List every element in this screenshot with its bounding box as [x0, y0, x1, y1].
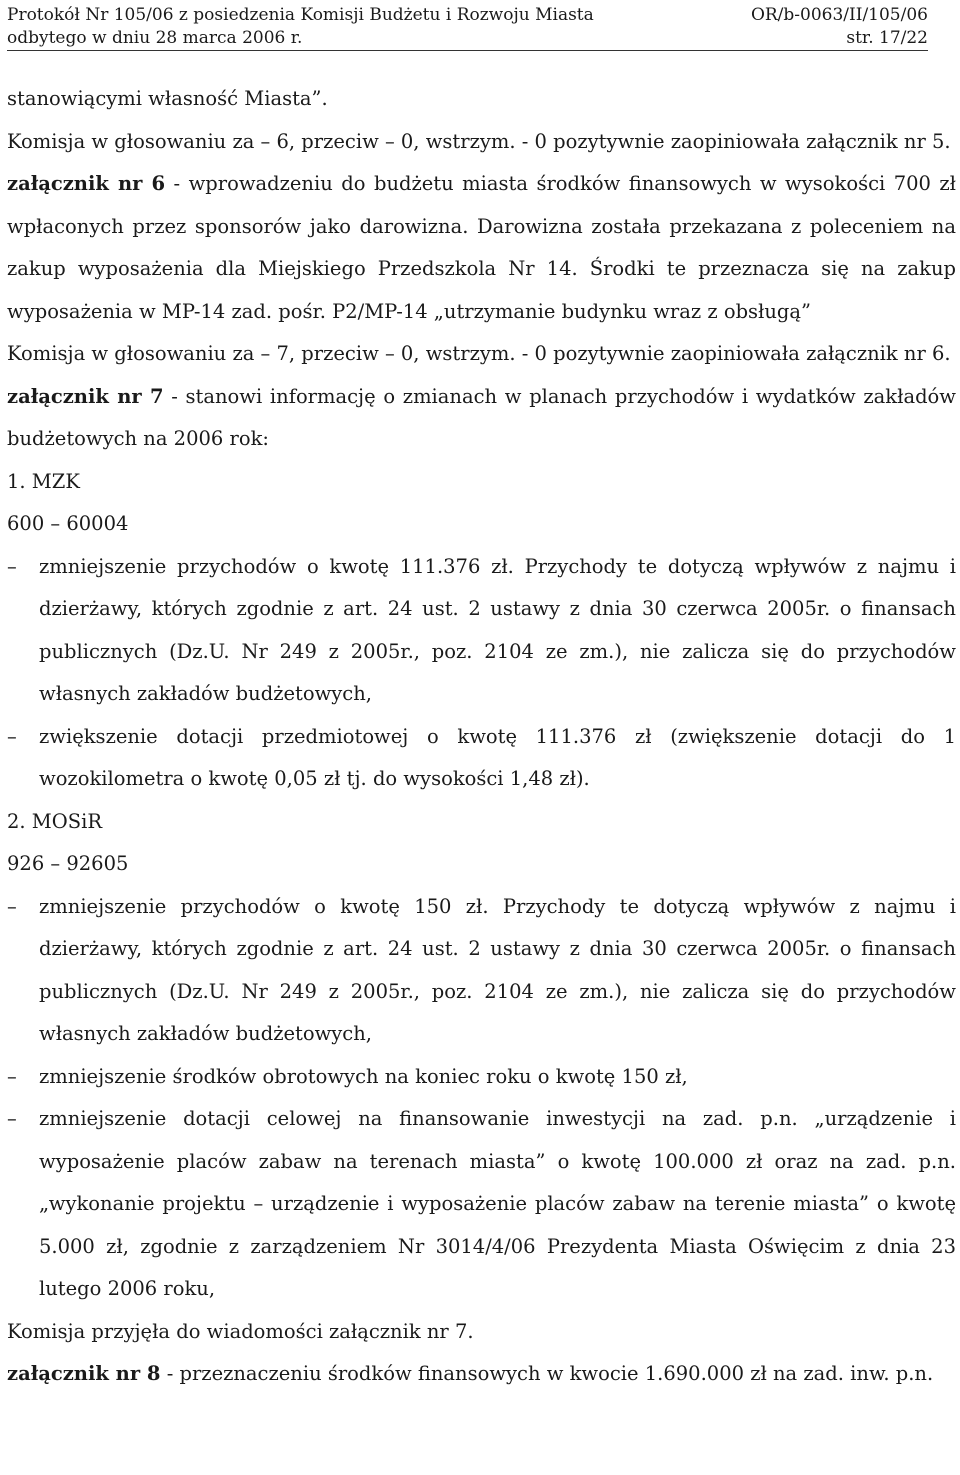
vote-result-attachment-6: Komisja w głosowaniu za – 7, przeciw – 0, wstrzym. - 0 pozytywnie zaopiniowała załącznik nr 6. — [7, 342, 951, 365]
document-number: OR/b-0063/II/105/06 — [750, 5, 928, 25]
list-dash: – — [7, 724, 17, 748]
page-number: str. 17/22 — [846, 28, 928, 48]
list-item-text: zwiększenie dotacji przedmiotowej o kwotę 111.376 zł (zwiększenie dotacji do 1 wozokilometra o kwotę 0,05 zł tj. do wysokości 1,48 zł). — [39, 724, 956, 790]
list-dash: – — [7, 1064, 17, 1088]
list-item-text: zmniejszenie dotacji celowej na finansowanie inwestycji na zad. p.n. „urządzenie i wyposażenie placów zabaw na terenach miasta” o kwotę 100.000 zł oraz na zad. p.n. „wykonanie projektu – urządzenie i wyposażenie placów zabaw na terenie miasta” o kwotę 5.000 zł, zgodnie z zarządzeniem Nr 3014/4/06 Prezydenta Miasta Oświęcim z dnia 23 lutego 2006 roku, — [39, 1107, 956, 1300]
list-item — [7, 1056, 956, 1099]
attachment-6-paragraph — [7, 163, 956, 333]
list-item-text: zmniejszenie środków obrotowych na koniec roku o kwotę 150 zł, — [39, 1064, 688, 1088]
attachment-6-label: załącznik nr 6 — [7, 172, 166, 195]
attachment-6-text: - wprowadzeniu do budżetu miasta środków finansowych w wysokości 700 zł wpłaconych przez sponsorów jako darowizna. Darowizna została przekazana z poleceniem na zakup wyposażenia dla Miejskiego Przedszkola Nr 14. Środki te przeznacza się na zakup wyposażenia w MP-14 zad. pośr. P2/MP-14 „utrzymanie budynku wraz z obsługą” — [7, 172, 956, 323]
section-code-mosir: 926 – 92605 — [7, 852, 129, 875]
attachment-7-text: - stanowi informację o zmianach w planach przychodów i wydatków zakładów budżetowych na 2006 rok: — [7, 384, 956, 450]
section-title-mosir: 2. MOSiR — [7, 809, 103, 833]
list-dash: – — [7, 554, 17, 578]
list-item — [7, 546, 956, 716]
list-item — [7, 716, 956, 801]
page-header — [7, 4, 928, 51]
list-dash: – — [7, 1107, 17, 1130]
attachment-8-label: załącznik nr 8 — [7, 1362, 161, 1385]
attachment-7-paragraph — [7, 376, 956, 461]
vote-result-attachment-5: Komisja w głosowaniu za – 6, przeciw – 0, wstrzym. - 0 pozytywnie zaopiniowała załącznik nr 5. — [7, 129, 951, 153]
attachment-7-acknowledgement: Komisja przyjęła do wiadomości załącznik nr 7. — [7, 1319, 474, 1343]
meeting-date: odbytego w dniu 28 marca 2006 r. — [7, 28, 303, 48]
attachment-7-label: załącznik nr 7 — [7, 384, 164, 408]
list-item — [7, 886, 956, 1056]
document-body — [7, 78, 956, 1396]
attachment-8-text: - przeznaczeniu środków finansowych w kwocie 1.690.000 zł na zad. inw. p.n. — [160, 1362, 934, 1385]
list-item — [7, 1098, 956, 1311]
list-item-text: zmniejszenie przychodów o kwotę 111.376 zł. Przychody te dotyczą wpływów z najmu i dzierżawy, których zgodnie z art. 24 ust. 2 ustawy z dnia 30 czerwca 2005r. o finansach publicznych (Dz.U. Nr 249 z 2005r., poz. 2104 ze zm.), nie zalicza się do przychodów własnych zakładów budżetowych, — [39, 554, 956, 705]
attachment-8-paragraph — [7, 1353, 956, 1396]
list-item-text: zmniejszenie przychodów o kwotę 150 zł. Przychody te dotyczą wpływów z najmu i dzierżawy, których zgodnie z art. 24 ust. 2 ustawy z dnia 30 czerwca 2005r. o finansach publicznych (Dz.U. Nr 249 z 2005r., poz. 2104 ze zm.), nie zalicza się do przychodów własnych zakładów budżetowych, — [39, 894, 956, 1045]
list-dash: – — [7, 894, 17, 918]
protocol-title: Protokół Nr 105/06 z posiedzenia Komisji Budżetu i Rozwoju Miasta — [7, 5, 594, 25]
paragraph: stanowiącymi własność Miasta”. — [7, 87, 328, 110]
section-code-mzk: 600 – 60004 — [7, 512, 129, 535]
section-title-mzk: 1. MZK — [7, 469, 80, 493]
